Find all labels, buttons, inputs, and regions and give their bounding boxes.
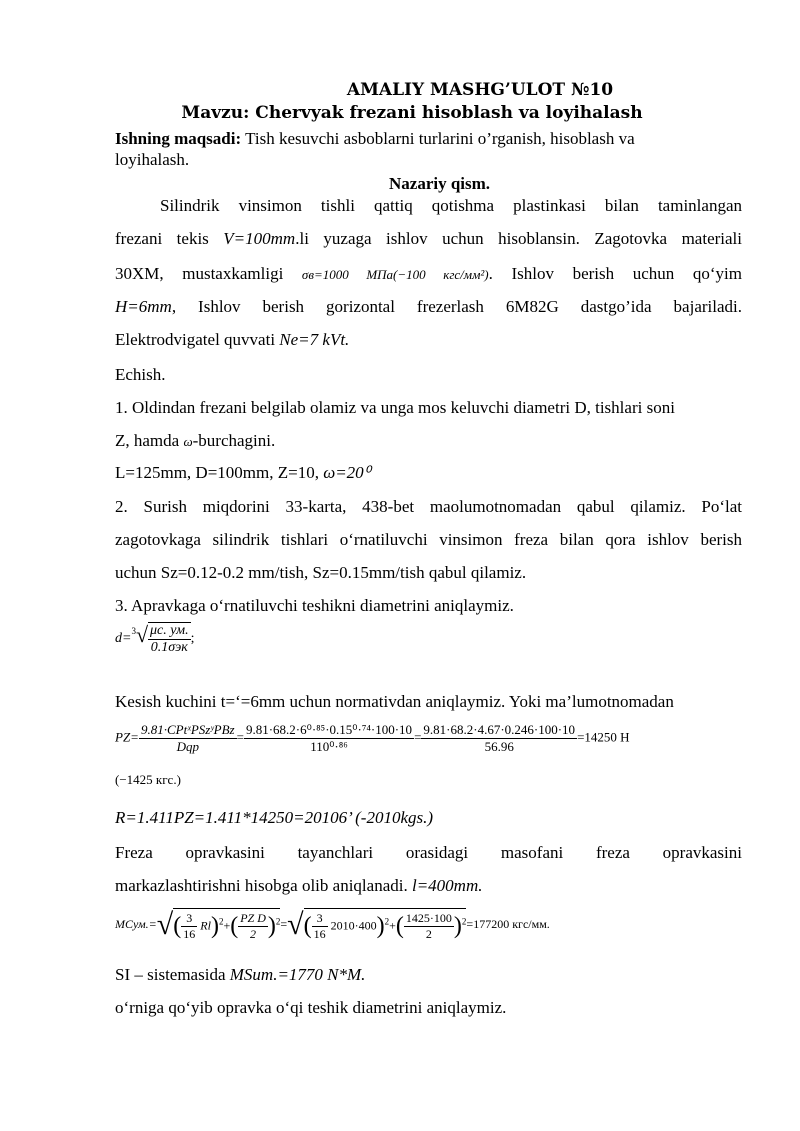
step2-line3: uchun Sz=0.12-0.2 mm/tish, Sz=0.15mm/tish qabul qilamiz.	[115, 563, 527, 582]
speed-value: V=100mm	[223, 229, 296, 248]
para1-line1: Silindrik vinsimon tishli qattiq qotishma plastinkasi bilan taminlangan	[160, 196, 742, 215]
r-line: R=1.411PZ=1.411*14250=20106’ (-2010kgs.)	[115, 808, 434, 827]
step1-line2: Z, hamda ω-burchagini.	[115, 431, 276, 450]
step2-line2: zagotovkaga silindrik tishlari o‘rnatiluvchi vinsimon freza bilan qora ishlov berish	[115, 530, 742, 549]
topic-title: Mavzu: Chervyak frezani hisoblash va loyihalash	[181, 103, 643, 123]
step3-line1: 3. Apravkaga o‘rnatiluvchi teshikni diametrini aniqlaymiz.	[115, 596, 514, 615]
para1-line2: frezani tekis V=100mm.li yuzaga ishlov uchun hisoblansin. Zagotovka materiali	[115, 229, 742, 248]
formula-d-num: μс. ум.	[150, 623, 189, 638]
length-value: l=400mm.	[411, 876, 483, 895]
para1-line5: Elektrodvigatel quvvati Ne=7 kVt.	[115, 330, 350, 349]
para1-line4: H=6mm, Ishlov berish gorizontal frezerlash 6M82G dastgo’ida bajariladi.	[115, 297, 742, 316]
formula-m: MСум.=√( $\frac{3}{16}$ Rl)$^2$+( $\frac{\text{PZ D}}{2}$ )$^2$=√( $\frac{3}{16}$ 2010·400)$^2$+( $\frac{1425\cdot 100}{2}$ )$^2$=177200 кгс/мм.	[115, 908, 550, 941]
step1-line1: 1. Oldindan frezani belgilab olamiz va unga mos keluvchi diametri D, tishlari soni	[115, 398, 675, 417]
omega-symbol: ω	[183, 434, 193, 449]
formula-d-den: 0.1σэк	[150, 640, 188, 655]
goal-text: Tish kesuvchi asboblarni turlarini o’rganish, hisoblash va	[241, 129, 635, 148]
formula-d: d=$^3$√ $\frac{\mu с. ум.}{\text{0.1σэк}}$ ;	[115, 622, 195, 655]
step2-line1: 2. Surish miqdorini 33-karta, 438-bet maolumotnomadan qabul qilamiz. Po‘lat	[115, 497, 742, 516]
kesish-line: Kesish kuchini t=‘=6mm uchun normativdan aniqlaymiz. Yoki ma’lumotnomadan	[115, 692, 674, 711]
formula-m-result: =177200 кгс/мм.	[466, 916, 550, 931]
last-line: o‘rniga qo‘yib opravka o‘qi teshik diametrini aniqlaymiz.	[115, 998, 507, 1017]
strength-formula: σв=1000 МПа(−100 кгс/мм²)	[301, 267, 489, 282]
step1-line3: L=125mm, D=100mm, Z=10, ω=20⁰	[115, 463, 371, 482]
moment-si: MSum.=1770 N*M.	[229, 965, 366, 984]
solution-label: Echish.	[115, 365, 166, 384]
practical-title: AMALIY MASHG’ULOT №10	[346, 80, 614, 100]
omega-formula: ω=20⁰	[323, 463, 371, 482]
theory-heading: Nazariy qism.	[389, 174, 491, 193]
formula-pz-kgs: (−1425 кгс.)	[115, 772, 181, 787]
formula-pz: PZ= $\frac{\text{9.81·CPtˣPSzʸPBz}}{\text{Dqp}}$ = $\frac{\text{9.81·68.2·6⁰·⁸⁵·0.15⁰·⁷⁴·100·10}}{\text{110⁰·⁸⁶}}$ = $\frac{9.81\cdot 68.2\cdot 4.67\cdot 0.246\cdot 100\cdot 10}{56.96}$ =14250 H	[115, 722, 630, 754]
allowance-value: H=6mm	[115, 297, 172, 316]
motor-power: Ne=7 kVt.	[279, 330, 350, 349]
freza-line2: markazlashtirishni hisobga olib aniqlanadi. l=400mm.	[115, 876, 483, 895]
goal-line	[115, 129, 635, 149]
goal-label: Ishning maqsadi:	[115, 129, 242, 148]
si-line: SI – sistemasida MSum.=1770 N*M.	[115, 965, 366, 984]
para1-line3: 30XM, mustaxkamligi σв=1000 МПа(−100 кгс/мм²). Ishlov berish uchun qo‘yim	[115, 264, 742, 283]
goal-text-cont: loyihalash.	[115, 150, 190, 169]
freza-line1: Freza opravkasini tayanchlari orasidagi masofani freza opravkasini	[115, 843, 742, 862]
